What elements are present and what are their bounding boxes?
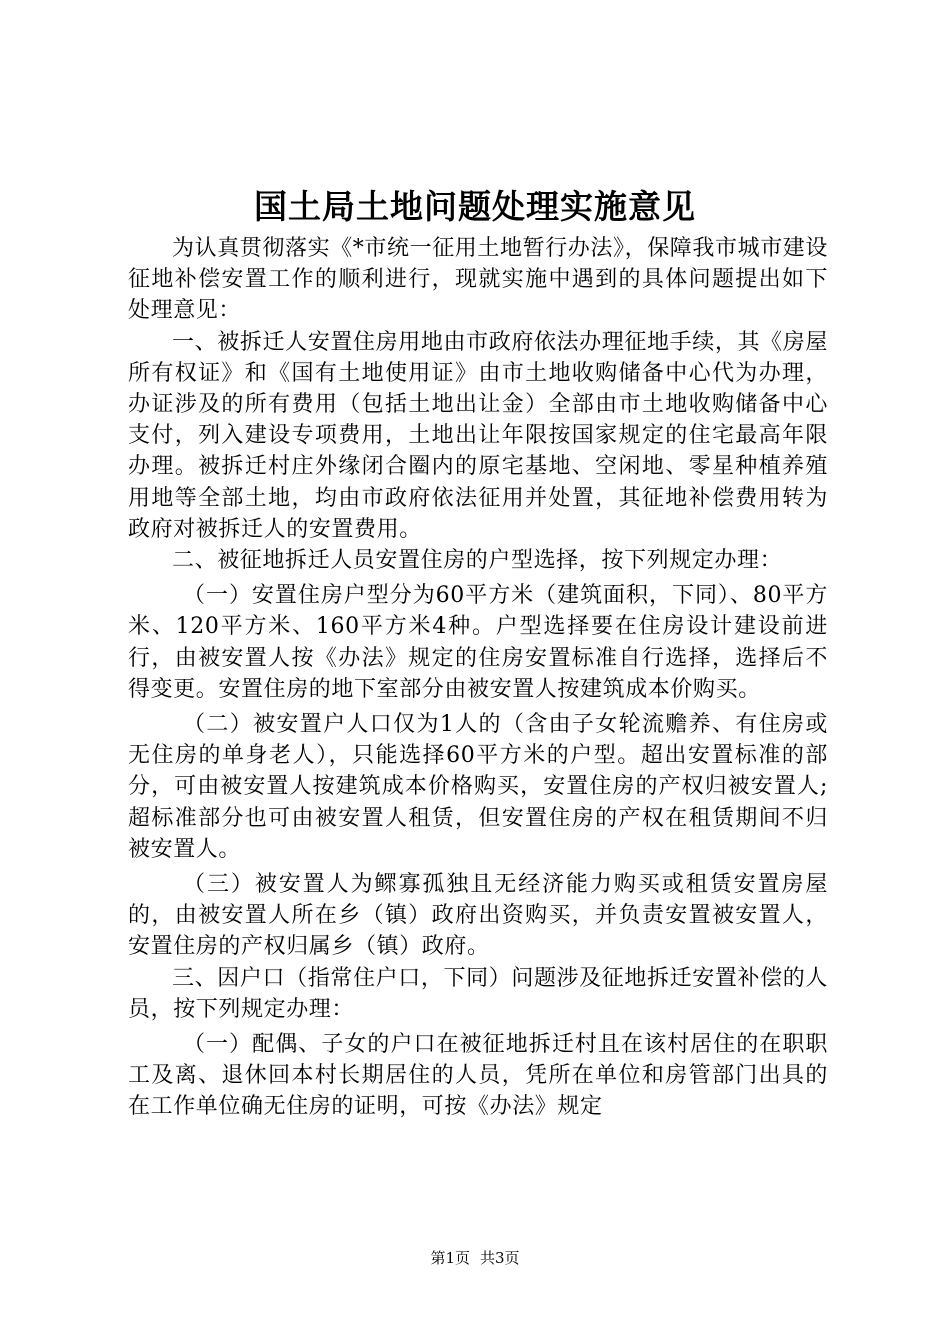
document-title: 国土局土地问题处理实施意见 (254, 187, 696, 226)
document-body (128, 233, 828, 1123)
page-number: 第1页 (430, 1249, 470, 1267)
paragraph-section-2-item-1: （一）安置住房户型分为60平方米（建筑面积，下同）、80平方米、120平方米、160平方米4种。户型选择要在住房设计建设前进行，由被安置人按《办法》规定的住房安置标准自行选择，选择后不得变更。安置住房的地下室部分由被安置人按建筑成本价购买。 (128, 583, 828, 702)
paragraph-section-2-item-3: （三）被安置人为鳏寡孤独且无经济能力购买或租赁安置房屋的，由被安置人所在乡（镇）政府出资购买，并负责安置被安置人，安置住房的产权归属乡（镇）政府。 (128, 872, 828, 960)
page-total: 共3页 (480, 1249, 520, 1267)
paragraph-section-2-item-2: （二）被安置户人口仅为1人的（含由子女轮流赡养、有住房或无住房的单身老人），只能选择60平方米的户型。超出安置标准的部分，可由被安置人按建筑成本价格购买，安置住房的产权归被安置人;超标准部分也可由被安置人租赁，但安置住房的产权在租赁期间不归被安置人。 (128, 712, 828, 862)
paragraph-section-3-item-1: （一）配偶、子女的户口在被征地拆迁村且在该村居住的在职职工及离、退休回本村长期居住的人员，凭所在单位和房管部门出具的在工作单位确无住房的证明，可按《办法》规定 (128, 1032, 828, 1120)
paragraph-section-1: 一、被拆迁人安置住房用地由市政府依法办理征地手续，其《房屋所有权证》和《国有土地使用证》由市土地收购储备中心代为办理，办证涉及的所有费用（包括土地出让金）全部由市土地收购储备中心支付，列入建设专项费用，土地出让年限按国家规定的住宅最高年限办理。被拆迁村庄外缘闭合圈内的原宅基地、空闲地、零星种植养殖用地等全部土地，均由市政府依法征用并处置，其征地补偿费用转为政府对被拆迁人的安置费用。 (128, 329, 828, 542)
page-footer (0, 1248, 950, 1268)
paragraph-section-3: 三、因户口（指常住户口，下同）问题涉及征地拆迁安置补偿的人员，按下列规定办理： (128, 965, 828, 1022)
paragraph-intro: 为认真贯彻落实《*市统一征用土地暂行办法》，保障我市城市建设征地补偿安置工作的顺利进行，现就实施中遇到的具体问题提出如下处理意见： (128, 236, 829, 324)
paragraph-section-2: 二、被征地拆迁人员安置住房的户型选择，按下列规定办理： (172, 548, 783, 574)
